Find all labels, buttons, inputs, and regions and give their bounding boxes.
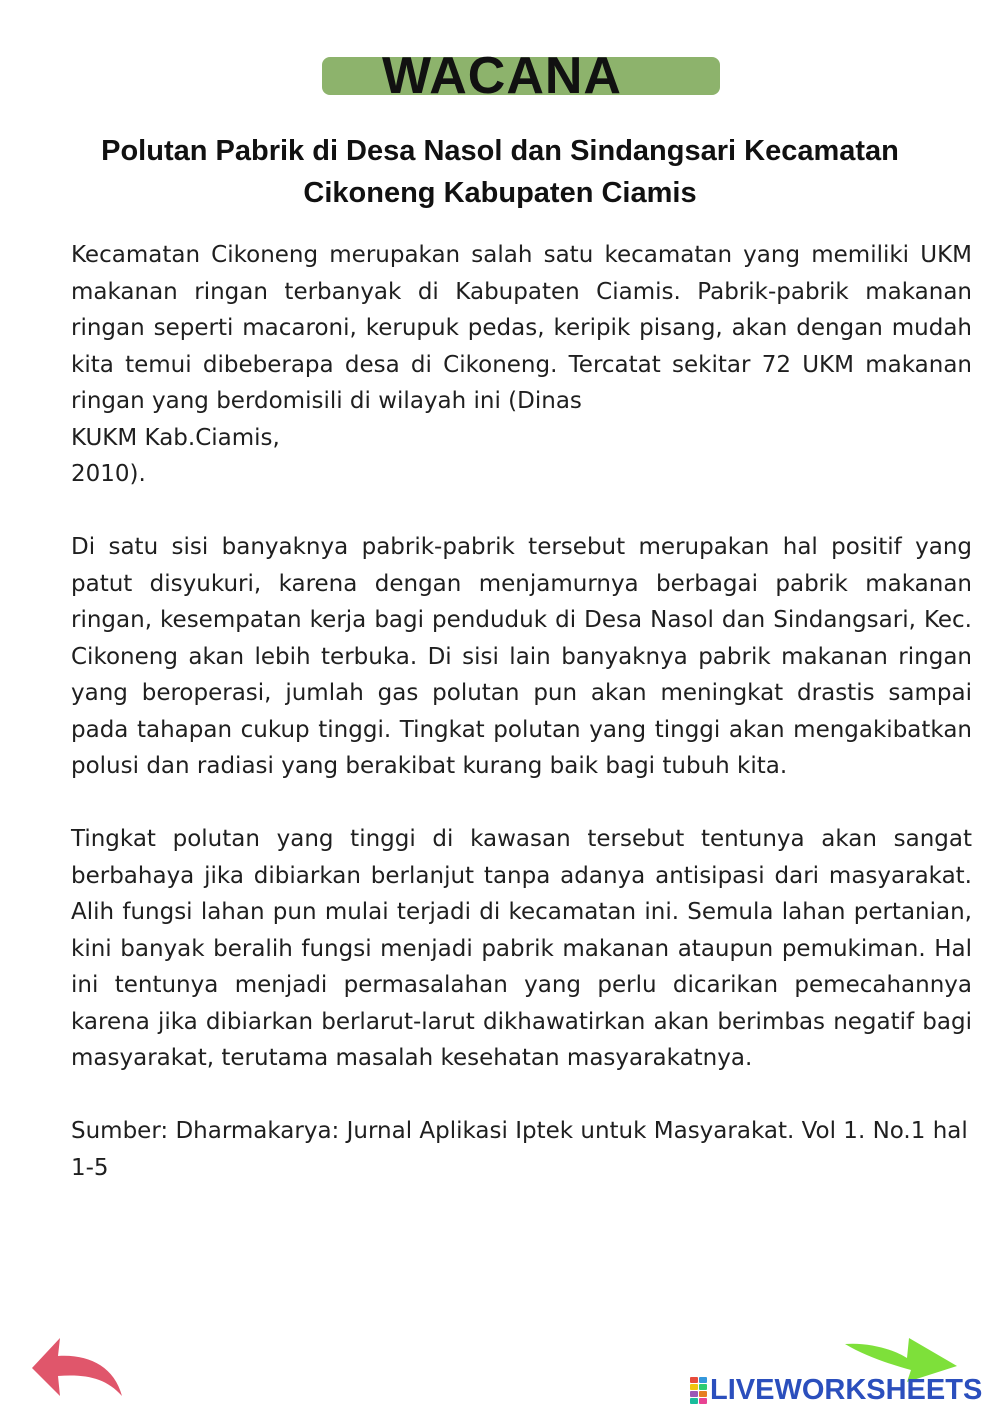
article-title-line-2: Cikoneng Kabupaten Ciamis	[303, 177, 697, 209]
article-title	[40, 130, 960, 214]
paragraph-1-text: Kecamatan Cikoneng merupakan salah satu kecamatan yang memiliki UKM makanan ringan terbanyak di Kabupaten Ciamis. Pabrik-pabrik makanan ringan seperti macaroni, kerupuk pedas, keripik pisang, akan dengan mudah kita temui dibeberapa desa di Cikoneng. Tercatat sekitar 72 UKM makanan ringan yang berdomisili di wilayah ini (Dinas	[71, 242, 972, 414]
liveworksheets-badge-icon	[690, 1377, 706, 1403]
paragraph-3: Tingkat polutan yang tinggi di kawasan tersebut tentunya akan sangat berbahaya jika dibiarkan berlanjut tanpa adanya antisipasi dari masyarakat. Alih fungsi lahan pun mulai terjadi di kecamatan ini. Semula lahan pertanian, kini banyak beralih fungsi menjadi pabrik makanan ataupun pemukiman. Hal ini tentunya menjadi permasalahan yang perlu dicarikan pemecahannya karena jika dibiarkan berlarut-larut dikhawatirkan akan berimbas negatif bagi masyarakat, terutama masalah kesehatan masyarakatnya.	[71, 826, 972, 1071]
paragraph-1-line-kukm: KUKM Kab.Ciamis,	[71, 424, 280, 451]
liveworksheets-logo-text: LIVEWORKSHEETS	[710, 1373, 983, 1406]
back-arrow-icon	[28, 1334, 128, 1404]
article-title-line-1: Polutan Pabrik di Desa Nasol dan Sindangsari Kecamatan	[101, 135, 899, 167]
back-button[interactable]	[28, 1334, 128, 1404]
banner-heading: WACANA	[382, 47, 622, 105]
liveworksheets-logo	[690, 1372, 982, 1408]
source-citation: Sumber: Dharmakarya: Jurnal Aplikasi Iptek untuk Masyarakat. Vol 1. No.1 hal 1-5	[71, 1118, 968, 1181]
article-body	[71, 237, 972, 1223]
paragraph-1	[71, 237, 972, 420]
paragraph-1-line-year: 2010).	[71, 461, 146, 487]
paragraph-2: Di satu sisi banyaknya pabrik-pabrik tersebut merupakan hal positif yang patut disyukuri, karena dengan menjamurnya berbagai pabrik makanan ringan, kesempatan kerja bagi penduduk di Desa Nasol dan Sindangsari, Kec. Cikoneng akan lebih terbuka. Di sisi lain banyaknya pabrik makanan ringan yang beroperasi, jumlah gas polutan pun akan meningkat drastis sampai pada tahapan cukup tinggi. Tingkat polutan yang tinggi akan mengakibatkan polusi dan radiasi yang berakibat kurang baik bagi tubuh kita.	[71, 534, 972, 779]
